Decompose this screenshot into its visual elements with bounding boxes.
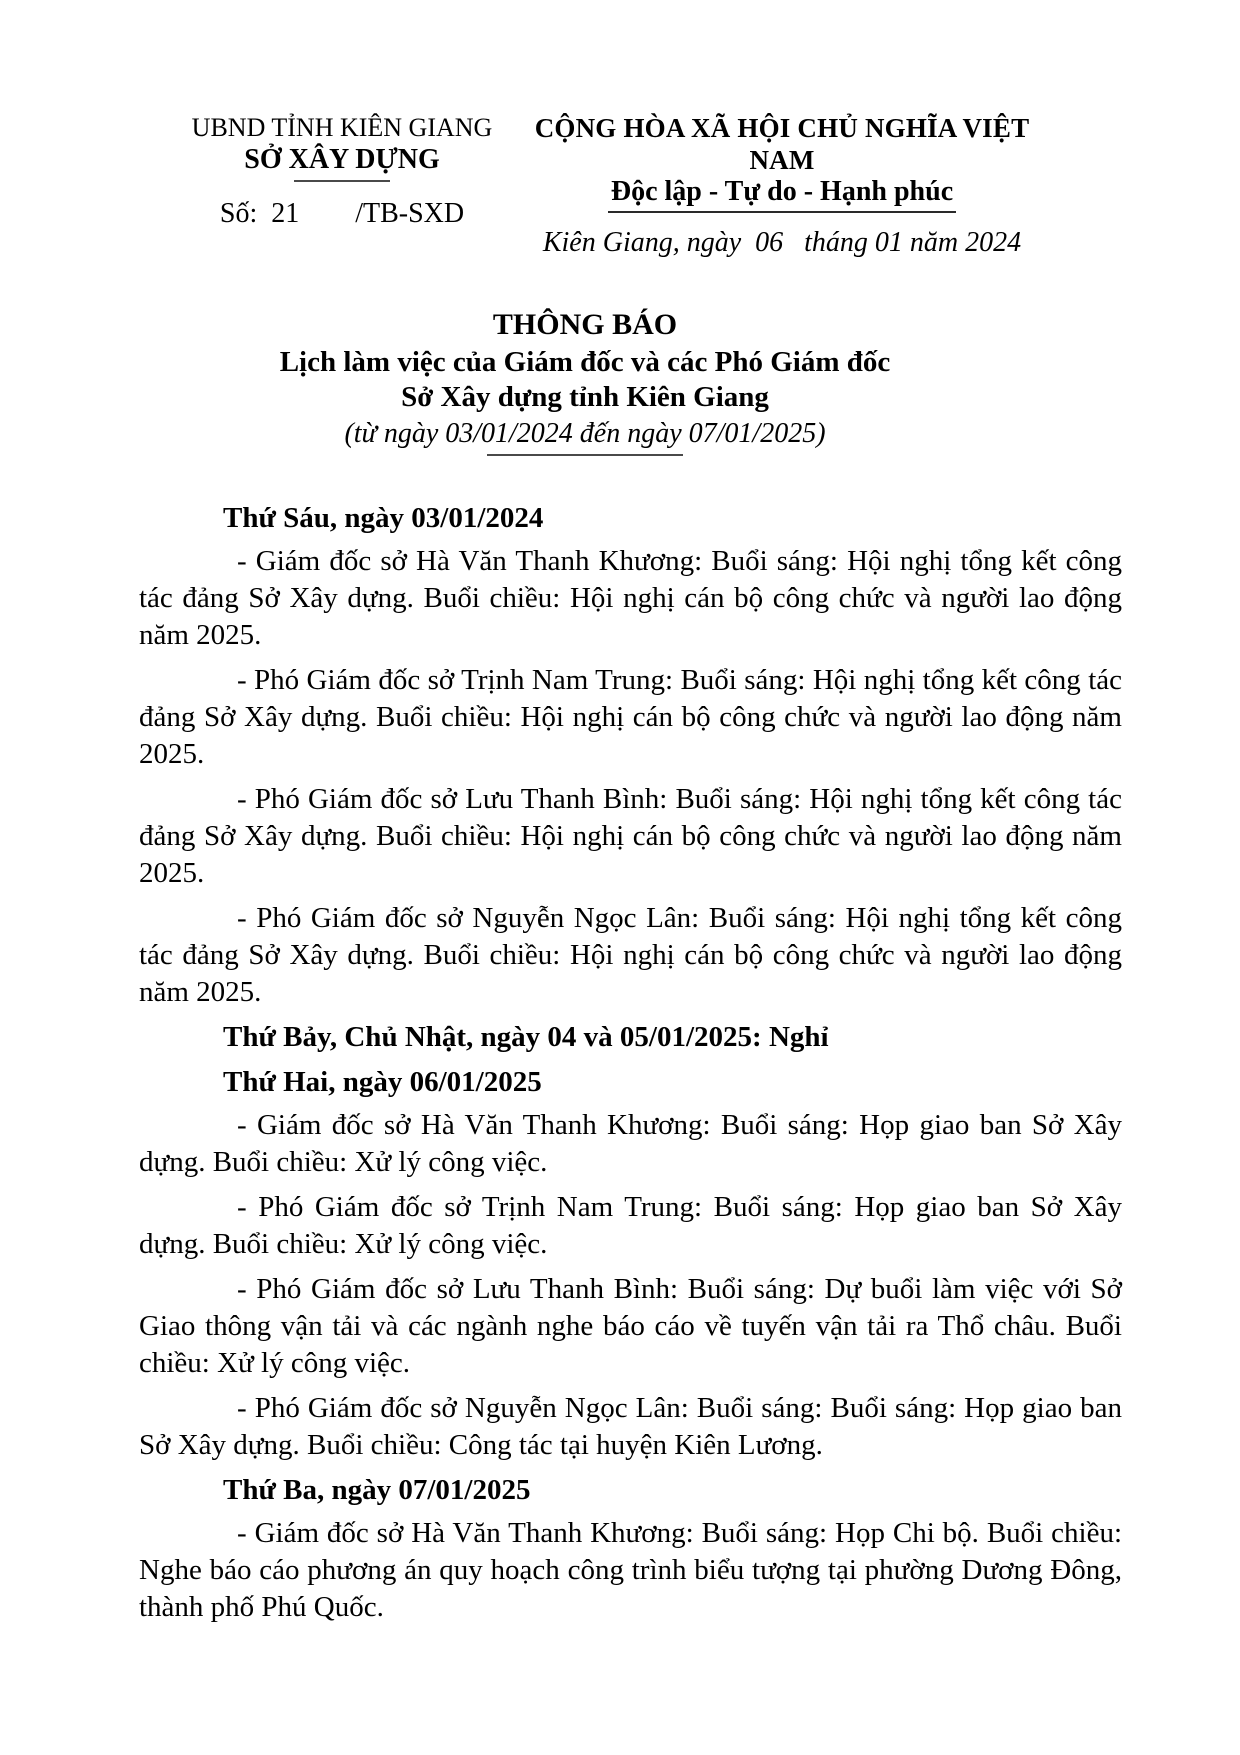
schedule-entry: - Phó Giám đốc sở Nguyễn Ngọc Lân: Buổi sáng: Hội nghị tổng kết công tác đảng Sở Xây dựng. Buổi chiều: Hội nghị cán bộ công chức và người lao động năm 2025. — [139, 902, 1122, 1008]
schedule-entry: - Phó Giám đốc sở Lưu Thanh Bình: Buổi sáng: Dự buổi làm việc với Sở Giao thông vận tải và các ngành nghe báo cáo về tuyến vận tải ra Thổ châu. Buổi chiều: Xử lý công việc. — [139, 1273, 1122, 1379]
schedule-entry: - Phó Giám đốc sở Trịnh Nam Trung: Buổi sáng: Họp giao ban Sở Xây dựng. Buổi chiều: Xử lý công việc. — [139, 1191, 1122, 1260]
schedule-entry: - Phó Giám đốc sở Trịnh Nam Trung: Buổi sáng: Hội nghị tổng kết công tác đảng Sở Xây dựng. Buổi chiều: Hội nghị cán bộ công chức và người lao động năm 2025. — [139, 664, 1122, 770]
day-heading: Thứ Ba, ngày 07/01/2025 — [223, 1474, 531, 1506]
day-heading: Thứ Hai, ngày 06/01/2025 — [223, 1066, 542, 1098]
schedule-entry: - Giám đốc sở Hà Văn Thanh Khương: Buổi sáng: Hội nghị tổng kết công tác đảng Sở Xây dựng. Buổi chiều: Hội nghị cán bộ công chức và người lao động năm 2025. — [139, 545, 1122, 651]
motto-wrap — [532, 176, 1032, 213]
org-name-underline — [294, 180, 390, 182]
parent-org-name: UBND TỈNH KIÊN GIANG — [191, 113, 493, 142]
place-date-line: Kiên Giang, ngày 06 tháng 01 năm 2024 — [542, 227, 1022, 258]
schedule-entry: - Phó Giám đốc sở Lưu Thanh Bình: Buổi sáng: Hội nghị tổng kết công tác đảng Sở Xây dựng. Buổi chiều: Hội nghị cán bộ công chức và người lao động năm 2025. — [139, 783, 1122, 889]
national-motto: Độc lập - Tự do - Hạnh phúc — [608, 176, 956, 213]
subject-line-2: Sở Xây dựng tỉnh Kiên Giang — [401, 381, 769, 413]
document-number-line: Số: 21 /TB-SXD — [219, 198, 465, 229]
document-type-title: THÔNG BÁO — [492, 308, 678, 341]
schedule — [139, 500, 1122, 1626]
document-header — [0, 0, 1240, 259]
date-range-underline — [487, 454, 683, 456]
title-block — [135, 305, 1035, 456]
schedule-entry: - Phó Giám đốc sở Nguyễn Ngọc Lân: Buổi sáng: Buổi sáng: Họp giao ban Sở Xây dựng. Buổi chiều: Công tác tại huyện Kiên Lương. — [139, 1392, 1122, 1461]
schedule-entry: - Giám đốc sở Hà Văn Thanh Khương: Buổi sáng: Họp giao ban Sở Xây dựng. Buổi chiều: Xử lý công việc. — [139, 1109, 1122, 1178]
org-name: SỞ XÂY DỰNG — [244, 144, 440, 175]
national-title: CỘNG HÒA XÃ HỘI CHỦ NGHĨA VIỆT NAM — [534, 113, 1030, 175]
issuing-agency-block — [172, 112, 512, 259]
schedule-entry: - Giám đốc sở Hà Văn Thanh Khương: Buổi sáng: Họp Chi bộ. Buổi chiều: Nghe báo cáo phương án quy hoạch công trình biểu tượng tại phường Dương Đông, thành phố Phú Quốc. — [139, 1517, 1122, 1623]
day-heading: Thứ Bảy, Chủ Nhật, ngày 04 và 05/01/2025: Nghỉ — [223, 1021, 829, 1053]
subject-line-1: Lịch làm việc của Giám đốc và các Phó Giám đốc — [279, 346, 891, 378]
date-range-line: (từ ngày 03/01/2024 đến ngày 07/01/2025) — [344, 418, 826, 449]
day-heading: Thứ Sáu, ngày 03/01/2024 — [223, 502, 544, 534]
national-header-block — [532, 112, 1032, 259]
